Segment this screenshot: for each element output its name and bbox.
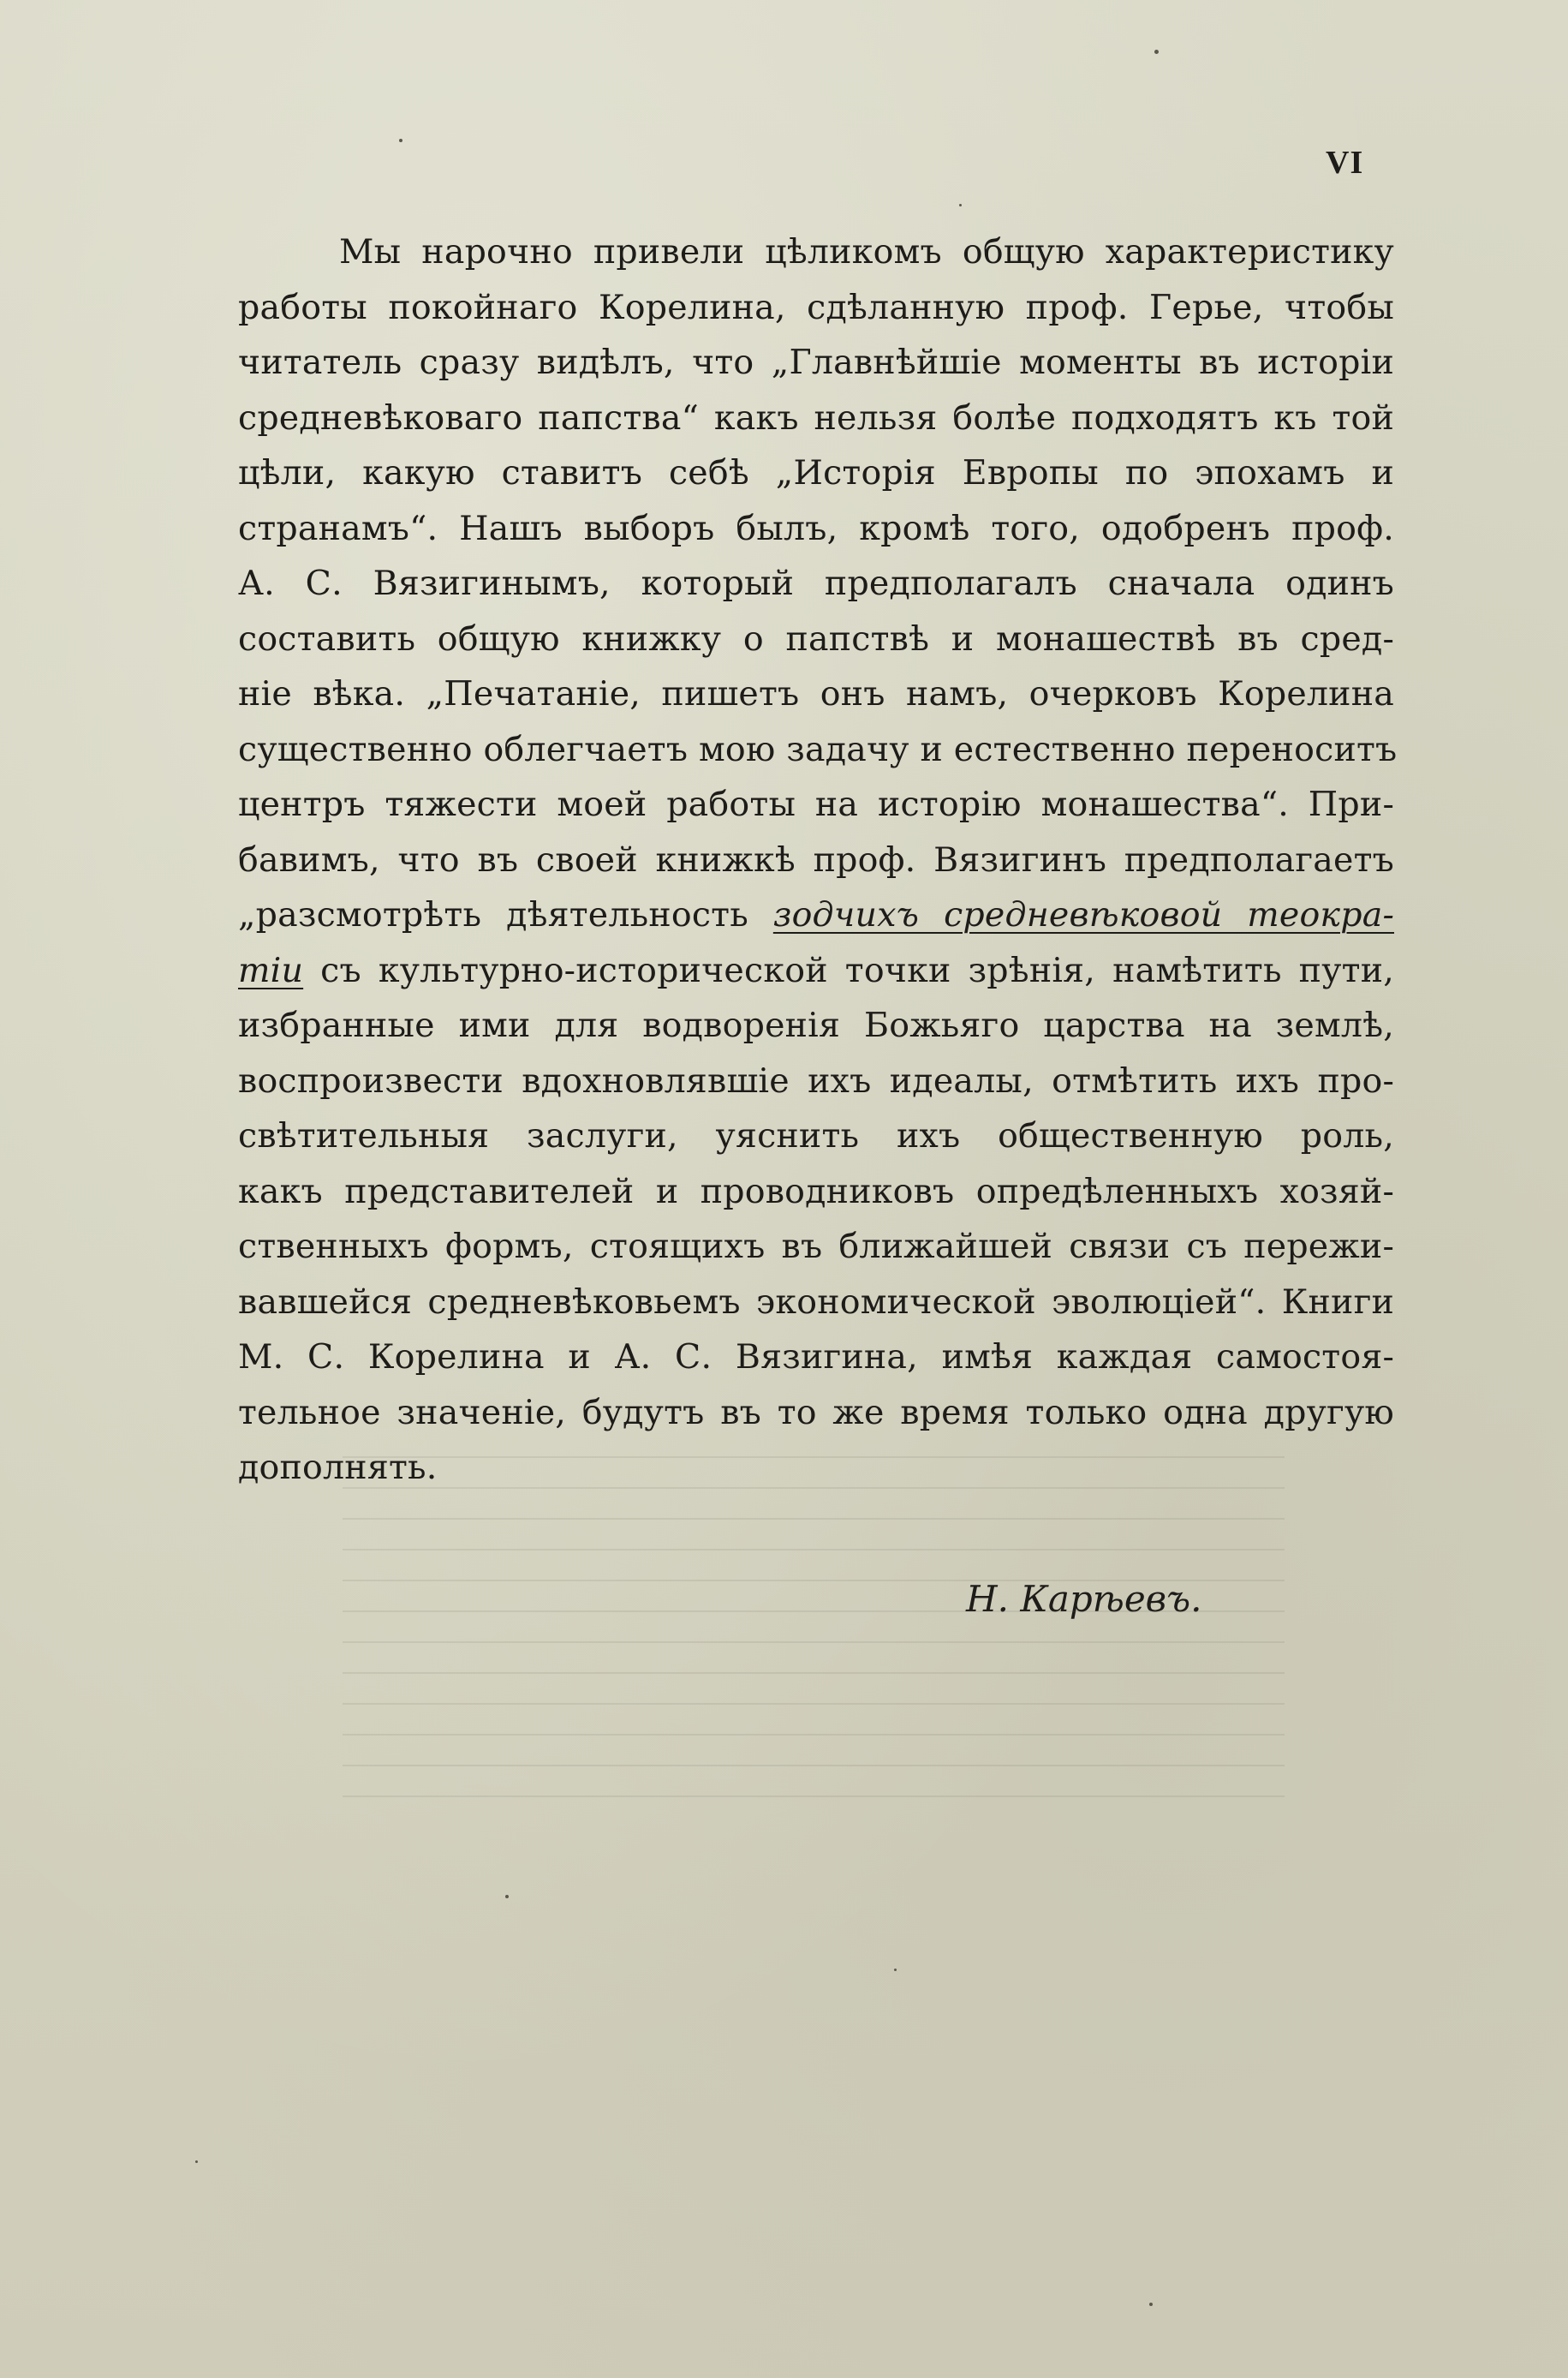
text-line: Мы нарочно привели цѣликомъ общую характеристику <box>339 232 1394 272</box>
paper-speck <box>399 139 402 142</box>
text-line: центръ тяжести моей работы на исторію монашества“. При- <box>238 785 1394 824</box>
text-line <box>238 943 1394 999</box>
emphasized-text: зодчихъ средневѣковой теокра- <box>772 895 1394 935</box>
text-line: читатель сразу видѣлъ, что „Главнѣйшіе моменты въ исторіи <box>238 343 1394 382</box>
text-line: избранные ими для водворенія Божьяго царства на землѣ, <box>238 1006 1394 1045</box>
bleed-through-texture <box>343 1456 1285 1826</box>
text-line: средневѣковаго папства“ какъ нельзя болѣе подходятъ къ той <box>238 397 1394 438</box>
text-line: работы покойнаго Корелина, сдѣланную проф. Герье, чтобы <box>238 287 1394 327</box>
text-line: ственныхъ формъ, стоящихъ въ ближайшей связи съ пережи- <box>238 1227 1394 1266</box>
text-line: тельное значеніе, будутъ въ то же время только одна другую <box>238 1392 1394 1432</box>
paper-speck <box>195 2160 198 2163</box>
paper-speck <box>959 204 962 206</box>
text-segment: съ культурно-исторической точки зрѣнія, намѣтить пути, <box>303 950 1394 990</box>
text-line: составить общую книжку о папствѣ и монашествѣ въ сред- <box>238 618 1394 659</box>
text-line <box>238 887 1394 943</box>
text-segment: „разсмотрѣть дѣятельность <box>238 895 773 935</box>
main-paragraph <box>238 224 1398 1496</box>
text-line: А. С. Вязигинымъ, который предполагалъ сначала одинъ <box>238 564 1394 603</box>
text-line: цѣли, какую ставитъ себѣ „Исторія Европы по эпохамъ и <box>238 453 1394 493</box>
text-line: свѣтительныя заслуги, уяснить ихъ общественную роль, <box>238 1116 1394 1156</box>
text-line: какъ представителей и проводниковъ опредѣленныхъ хозяй- <box>238 1171 1394 1211</box>
text-line: ніе вѣка. „Печатаніе, пишетъ онъ намъ, очерковъ Корелина <box>238 674 1394 714</box>
paper-speck <box>505 1895 509 1898</box>
text-line: вавшейся средневѣковьемъ экономической эволюціей“. Книги <box>238 1282 1394 1322</box>
text-line: странамъ“. Нашъ выборъ былъ, кромѣ того, одобренъ проф. <box>238 508 1394 548</box>
author-signature: Н. Карѣевъ. <box>966 1578 1202 1620</box>
text-line: воспроизвести вдохновлявшіе ихъ идеалы, отмѣтить ихъ про- <box>238 1061 1394 1101</box>
paper-speck <box>1149 2303 1153 2306</box>
paper-speck <box>894 1969 897 1971</box>
paper-speck <box>1154 50 1159 54</box>
emphasized-text: тіи <box>238 950 304 990</box>
text-line: М. С. Корелина и А. С. Вязигина, имѣя каждая самостоя- <box>238 1337 1394 1377</box>
text-line: дополнять. <box>238 1448 438 1487</box>
page-number: VI <box>1326 145 1364 181</box>
text-line: бавимъ, что въ своей книжкѣ проф. Вязигинъ предполагаетъ <box>238 839 1394 880</box>
text-line: существенно облегчаетъ мою задачу и естественно переноситъ <box>238 729 1398 769</box>
